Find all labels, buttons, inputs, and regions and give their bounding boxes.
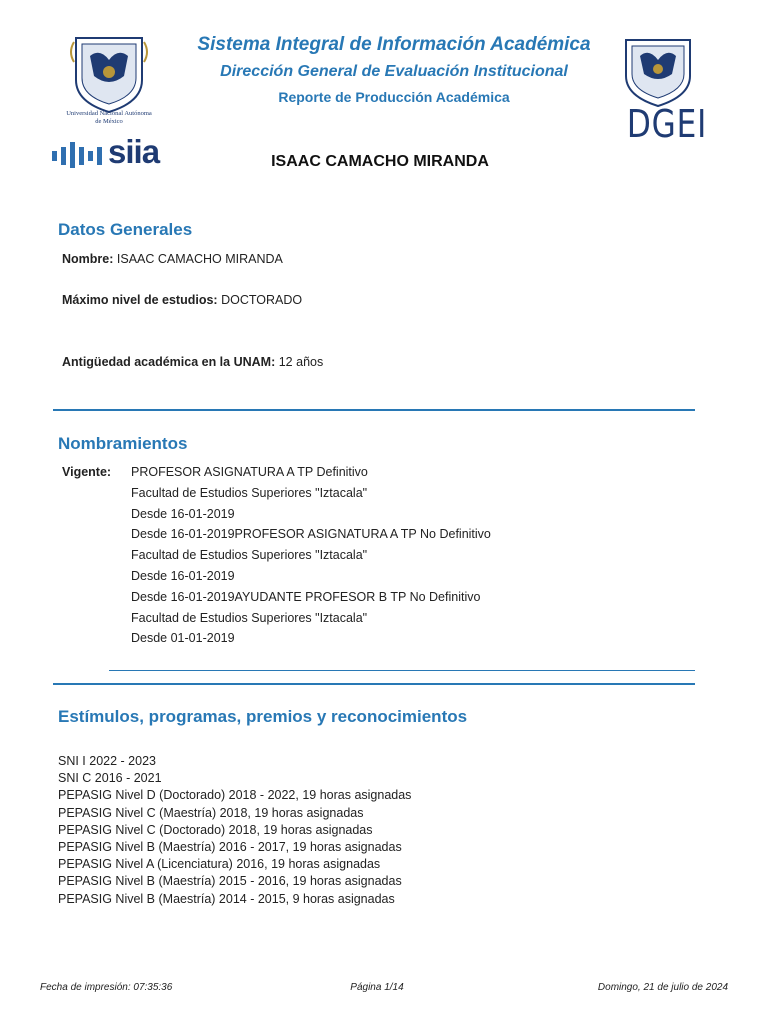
dgei-logo-text: DGEI (626, 102, 708, 146)
nombramiento-line: Desde 16-01-2019 (131, 506, 235, 521)
estimulos-heading: Estímulos, programas, premios y reconocimientos (58, 707, 468, 726)
nombramiento-line: Desde 16-01-2019AYUDANTE PROFESOR B TP No Definitivo (131, 589, 481, 604)
nombramiento-line: Desde 16-01-2019 (131, 568, 235, 583)
siia-logo-text: siia (108, 133, 160, 170)
nombramientos-heading: Nombramientos (58, 434, 188, 453)
report-title: Reporte de Producción Académica (278, 89, 510, 105)
datos-generales-heading: Datos Generales (58, 220, 193, 239)
system-title: Sistema Integral de Información Académica (197, 34, 591, 55)
estimulo-item: PEPASIG Nivel A (Licenciatura) 2016, 19 horas asignadas (58, 857, 381, 872)
page-number: Página 1/14 (350, 982, 404, 993)
nombramiento-line: PROFESOR ASIGNATURA A TP Definitivo (131, 465, 368, 479)
nombre-field (62, 252, 283, 266)
institution-subtitle: Dirección General de Evaluación Institucional (220, 63, 568, 80)
estimulo-item: SNI C 2016 - 2021 (58, 771, 162, 786)
person-name: ISAAC CAMACHO MIRANDA (271, 153, 489, 170)
unam-logo-text: Universidad Nacional Autónoma de México (66, 110, 152, 125)
siia-bars-icon (52, 142, 106, 168)
estimulo-item: PEPASIG Nivel B (Maestría) 2015 - 2016, 19 horas asignadas (58, 874, 402, 889)
nombramiento-line: Facultad de Estudios Superiores "Iztacala" (131, 548, 368, 563)
estimulo-item: PEPASIG Nivel C (Maestría) 2018, 19 horas asignadas (58, 805, 364, 820)
antiguedad-label: Antigüedad académica en la UNAM: (62, 355, 276, 369)
antiguedad-field (62, 355, 323, 369)
estimulo-item: PEPASIG Nivel B (Maestría) 2016 - 2017, 19 horas asignadas (58, 840, 402, 855)
nivel-field (62, 293, 302, 307)
nombramientos-divider (109, 670, 695, 671)
nombramientos-list (131, 462, 691, 649)
estimulos-list (58, 753, 698, 908)
antiguedad-value: 12 años (278, 355, 324, 369)
nivel-label: Máximo nivel de estudios: (62, 293, 218, 307)
estimulo-item: PEPASIG Nivel B (Maestría) 2014 - 2015, 9 horas asignadas (58, 891, 395, 906)
vigente-label: Vigente: (62, 465, 112, 479)
nombre-label: Nombre: (62, 252, 114, 266)
nombre-value: ISAAC CAMACHO MIRANDA (116, 252, 283, 266)
nivel-value: DOCTORADO (221, 293, 303, 307)
nombramiento-line: Facultad de Estudios Superiores "Iztacala" (131, 610, 368, 625)
print-time: Fecha de impresión: 07:35:36 (40, 982, 173, 993)
section-divider (53, 409, 695, 411)
nombramiento-line: Facultad de Estudios Superiores "Iztacala" (131, 485, 368, 500)
estimulo-item: PEPASIG Nivel C (Doctorado) 2018, 19 horas asignadas (58, 822, 373, 837)
siia-logo (52, 133, 182, 172)
print-date: Domingo, 21 de julio de 2024 (597, 982, 728, 993)
nombramiento-line: Desde 01-01-2019 (131, 631, 235, 646)
nombramiento-line: Desde 16-01-2019PROFESOR ASIGNATURA A TP No Definitivo (131, 527, 491, 542)
section-divider (53, 683, 695, 685)
estimulo-item: PEPASIG Nivel D (Doctorado) 2018 - 2022, 19 horas asignadas (58, 788, 412, 803)
estimulo-item: SNI I 2022 - 2023 (58, 754, 156, 768)
